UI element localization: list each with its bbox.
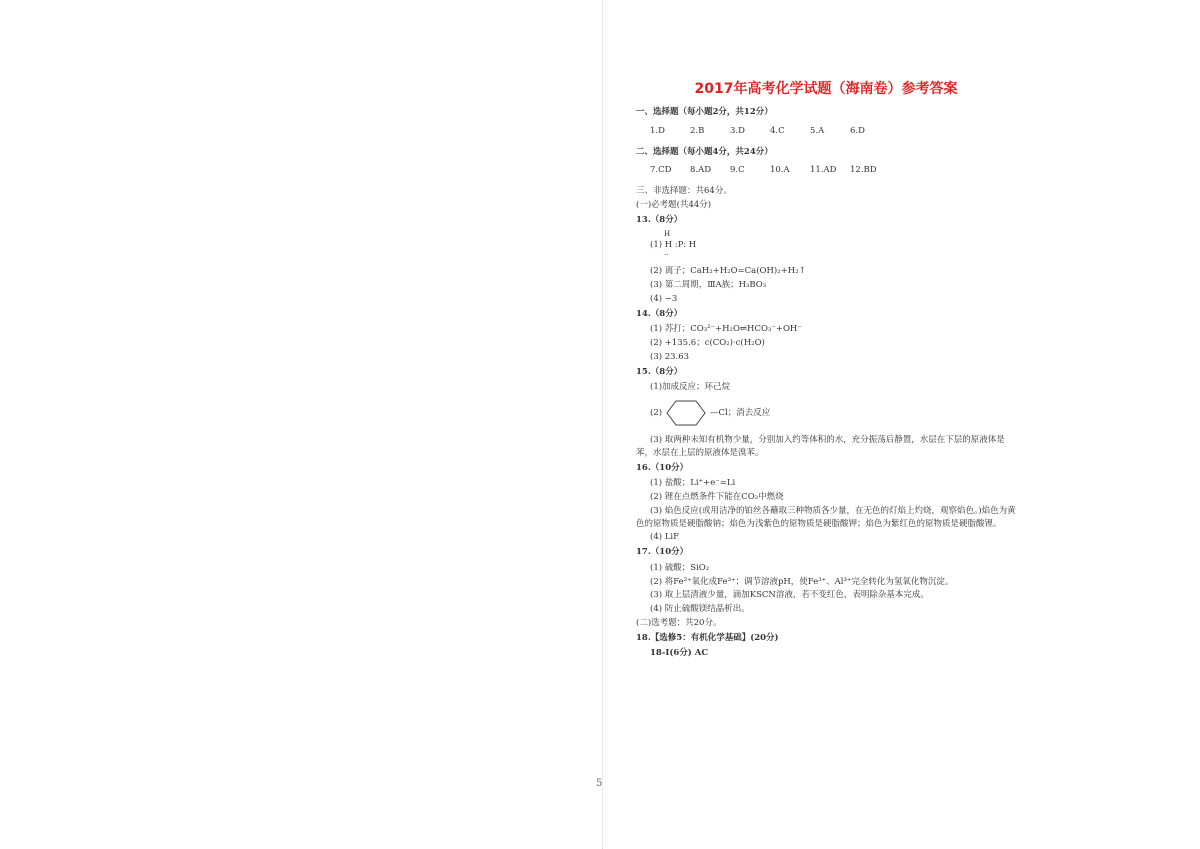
struct-h-right: H [688, 240, 697, 251]
q18-heading: 18.【选修5：有机化学基础】(20分) [636, 632, 779, 643]
q15-line3: (3) 取两种未知有机物少量，分别加入约等体积的水，充分振荡后静置，水层在下层的原液体是苯，水层在上层的原液体是溴苯。 [636, 435, 1005, 458]
q16-line2: (2) 锂在点燃条件下能在CO₂中燃烧 [650, 492, 784, 502]
answer-item: 4.C [770, 125, 785, 136]
answer-item: 5.A [810, 125, 825, 136]
answer-item: 3.D [730, 125, 745, 136]
answer-item: 10.A [770, 165, 790, 176]
page-number: 5 [596, 778, 603, 789]
q13-line2: (2) 离子；CaH₂+H₂O=Ca(OH)₂+H₂↑ [650, 266, 806, 277]
q16-heading: 16.（10分） [636, 462, 689, 473]
q17-heading: 17.（10分） [636, 547, 689, 557]
required-subheading: (一)必考题(共44分) [636, 199, 712, 210]
answer-item: 8.AD [690, 165, 712, 176]
q15-line1: (1)加成反应；环己烷 [650, 382, 731, 393]
elective-heading: (二)选考题：共20分。 [636, 617, 722, 628]
q15-line2-label: (2) [650, 407, 663, 418]
q16-line4: (4) LiF [650, 532, 680, 543]
answer-item: 11.AD [810, 165, 837, 176]
q18-line1: 18-Ⅰ(6分) AC [650, 648, 709, 659]
answer-item: 1.D [650, 125, 665, 136]
q13-line4: (4) −3 [650, 293, 678, 304]
struct-label: (1) H [650, 240, 673, 251]
answer-item: 6.D [850, 125, 865, 136]
q13-line3: (3) 第二周期，ⅢA族；H₃BO₃ [650, 280, 767, 290]
answer-item: 12.BD [850, 165, 877, 176]
q16-line3: (3) 焰色反应(或用洁净的铂丝各蘸取三种物质各少量，在无色的灯焰上灼烧，观察焰色。)焰色为黄色的原物质是硬脂酸钠；焰色为浅紫色的原物质是硬脂酸钾；焰色为紫红色的原物质是硬脂酸锂。 [636, 505, 1016, 529]
q13-heading: 13.（8分） [636, 214, 683, 225]
answer-item: 9.C [730, 165, 745, 176]
q17-line1: (1) 硫酸；SiO₂ [650, 562, 710, 573]
q16-line1: (1) 盐酸；Li⁺+e⁻=Li [650, 478, 736, 489]
page-title: 2017年高考化学试题（海南卷）参考答案 [694, 81, 958, 97]
section2-heading: 二、选择题（每小题4分，共24分） [636, 146, 773, 157]
cyclohexane-ring-icon [666, 399, 706, 427]
section1-answers [636, 125, 1016, 138]
center-fold-line [602, 0, 603, 849]
q14-line2: (2) +135.6；c(CO₂)·c(H₂O) [650, 338, 765, 348]
answer-sheet [636, 80, 1016, 661]
ph3-electron-structure [636, 229, 1016, 259]
struct-h-top: H [664, 230, 671, 239]
q17-line3: (3) 取上层清液少量，滴加KSCN溶液，若不变红色，表明除杂基本完成。 [650, 590, 929, 601]
answer-item: 2.B [690, 125, 705, 136]
q15-line2-text: —Cl；消去反应 [710, 407, 771, 418]
q14-line1: (1) 苏打；CO₃²⁻+H₂O⇌HCO₃⁻+OH⁻ [650, 324, 802, 335]
q17-line4: (4) 防止硫酸镁结晶析出。 [650, 604, 750, 614]
q14-heading: 14.（8分） [636, 308, 683, 319]
q14-line3: (3) 23.63 [650, 351, 690, 362]
q17-line2: (2) 将Fe²⁺氧化成Fe³⁺；调节溶液pH，使Fe³⁺、Al³⁺完全转化为氢氧化物沉淀。 [650, 576, 954, 587]
section2-answers [636, 164, 1016, 177]
section1-heading: 一、选择题（每小题2分，共12分） [636, 107, 773, 117]
struct-center: :P: [674, 240, 687, 251]
q15-heading: 15.（8分） [636, 366, 683, 377]
q15-line2 [636, 398, 1016, 428]
section3-heading: 三、非选择题：共64分。 [636, 186, 732, 196]
answer-item: 7.CD [650, 165, 672, 176]
struct-lone-pair: ·· [664, 251, 669, 260]
